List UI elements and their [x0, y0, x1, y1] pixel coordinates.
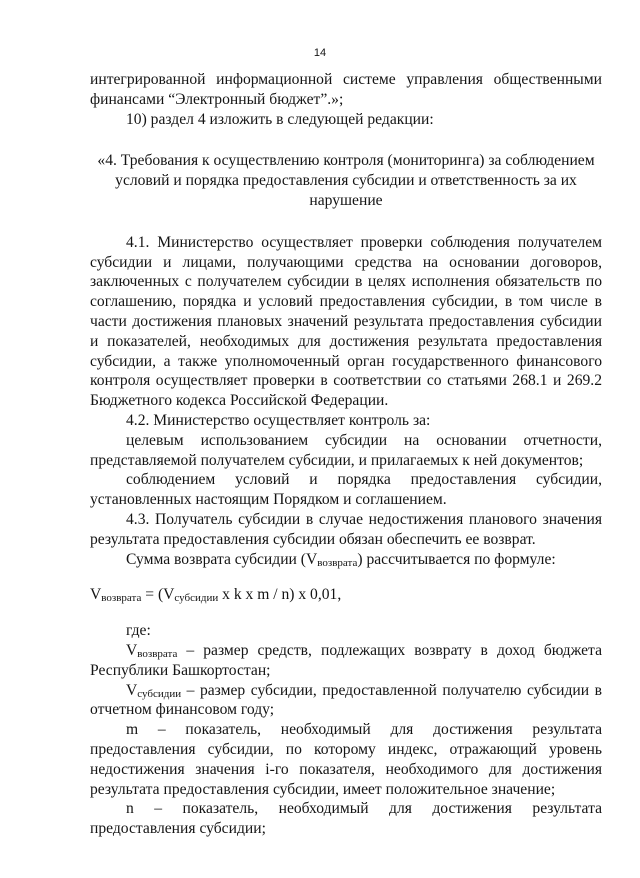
text-run: – размер субсидии, предоставленной получателю субсидии в отчетном финансовом году; — [90, 681, 602, 719]
definition-v-return — [90, 641, 602, 681]
paragraph-4-1: 4.1. Министерство осуществляет проверки соблюдения получателем субсидии и лицами, получающими средства на основании договоров, заключенных с получателем субсидии в целях исполнения обязательств по соглашению, порядка и условий предоставления субсидии, в том числе в части достижения плановых значений результата предоставления субсидии и показателей, необходимых для достижения результата предоставления субсидии, а также уполномоченный орган государственного финансового контроля осуществляет проверки в соответствии со статьями 268.1 и 269.2 Бюджетного кодекса Российской Федерации. — [90, 233, 602, 410]
document-body — [90, 70, 602, 839]
spacer — [90, 129, 602, 151]
spacer — [90, 211, 602, 233]
subscript: возврата — [137, 647, 178, 660]
paragraph-4-3: 4.3. Получатель субсидии в случае недостижения планового значения результата предоставления субсидии обязан обеспечить ее возврат. — [90, 510, 602, 548]
formula-sub-subsidy: субсидии — [174, 592, 219, 605]
formula-tail: x k x m / n) x 0,01, — [218, 586, 342, 604]
definition-v-subsidy — [90, 681, 602, 721]
formula-sub-return: возврата — [101, 592, 142, 605]
text-run: – размер средств, подлежащих возврату в доход бюджета Республики Башкортостан; — [90, 641, 602, 679]
definition-m: m – показатель, необходимый для достижения результата предоставления субсидии, по которому индекс, отражающий уровень недостижения значения i-го показателя, необходимого для достижения результата предоставления субсидии, имеет положительное значение; — [90, 721, 602, 798]
paragraph-continuation: интегрированной информационной системе управления общественными финансами “Электронный бюджет”.»; — [90, 71, 602, 108]
paragraph-target-use: целевым использованием субсидии на основании отчетности, представляемой получателем субсидии, и прилагаемых к ней документов; — [90, 431, 602, 469]
subscript: возврата — [317, 556, 358, 569]
text-run: Сумма возврата субсидии (V — [126, 550, 318, 568]
subscript: субсидии — [137, 687, 182, 700]
formula — [90, 585, 602, 605]
spacer — [90, 605, 602, 621]
formula-v: V — [90, 586, 102, 604]
section-heading: «4. Требования к осуществлению контроля (мониторинга) за соблюдением условий и порядка предоставления субсидии и ответственность за их нарушение — [97, 152, 595, 209]
paragraph-return-sum — [90, 550, 602, 570]
spacer — [90, 569, 602, 585]
text-run: V — [126, 681, 138, 699]
paragraph-where: где: — [126, 622, 151, 640]
page-number: 14 — [313, 47, 327, 59]
paragraph-4-2: 4.2. Министерство осуществляет контроль за: — [126, 411, 431, 429]
paragraph-item-10: 10) раздел 4 изложить в следующей редакции: — [126, 110, 434, 128]
paragraph-conditions: соблюдением условий и порядка предоставления субсидии, установленных настоящим Порядком и соглашением. — [90, 471, 602, 509]
formula-mid: = (V — [141, 586, 175, 604]
definition-n: n – показатель, необходимый для достижения результата предоставления субсидии; — [90, 800, 602, 838]
text-run: V — [126, 641, 138, 659]
text-run: ) рассчитывается по формуле: — [357, 550, 556, 568]
